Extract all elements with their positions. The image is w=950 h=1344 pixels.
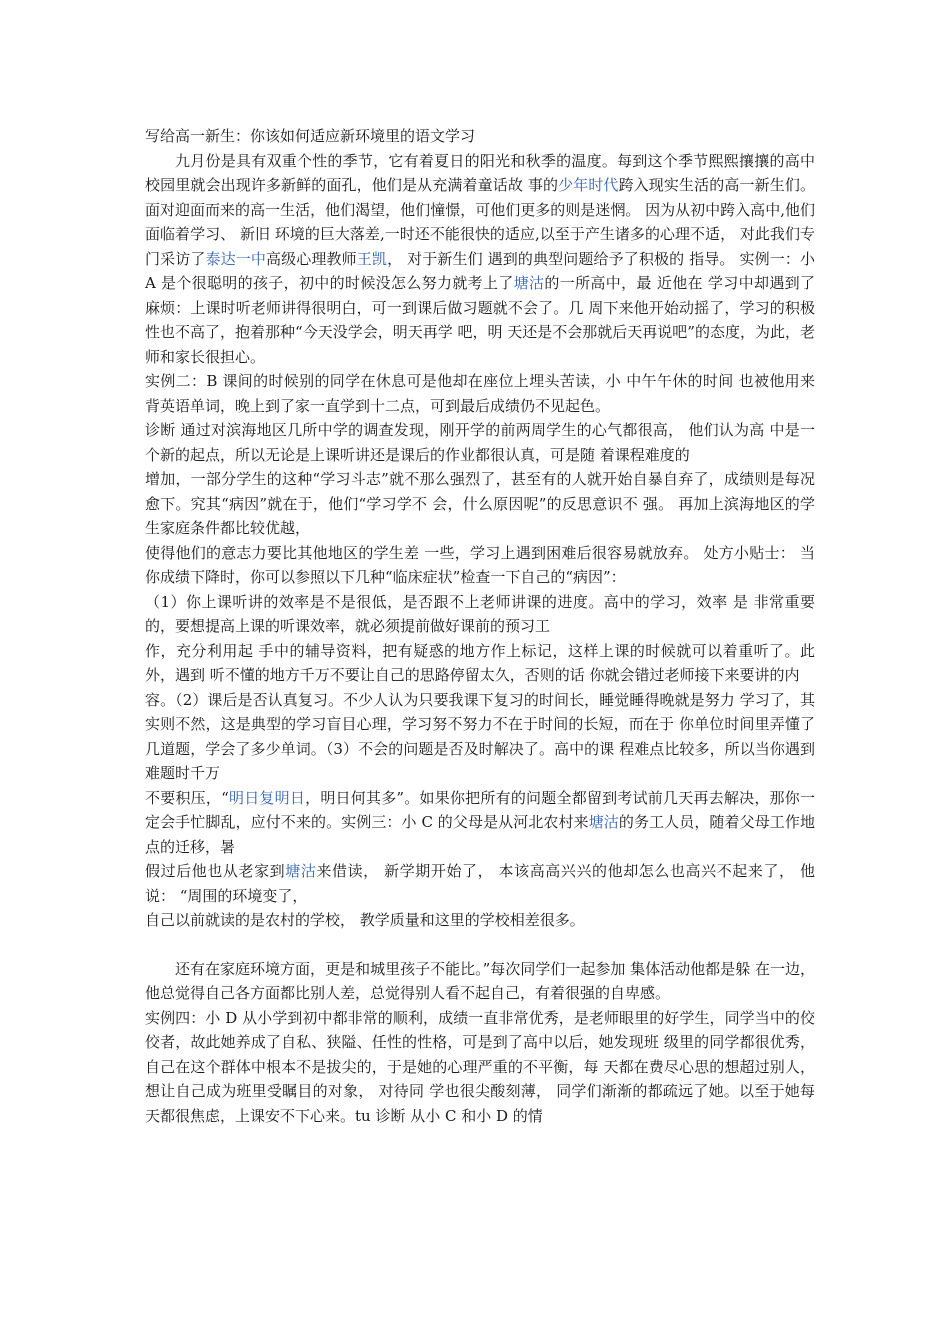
paragraph-p5 bbox=[145, 541, 815, 590]
paragraph-text: ， 对于新生们 遇到的典型问题给予了积极的 指导。 实例一：小 A 是个很聪明的孩子，初中的时候没怎么努力就考上了 bbox=[145, 249, 815, 292]
paragraph-text: 使得他们的意志力要比其他地区的学生差 一些，学习上遇到困难后很容易就放弃。 处方小贴士： 当你成绩下降时，你可以参照以下几种“临床症状”检查一下自己的“病因”： bbox=[145, 543, 815, 586]
paragraph-text: 诊断 通过对滨海地区几所中学的调查发现，刚开学的前两周学生的心气都很高， 他们认为高 中是一个新的起点，所以无论是上课听讲还是课后的作业都很认真，可是随 着课程难度的 bbox=[145, 421, 815, 464]
hyperlink[interactable]: 王凯 bbox=[356, 249, 388, 268]
paragraph-text: 作，充分利用起 手中的辅导资料，把有疑惑的地方作上标记，这样上课的时候就可以着重听了。此外，遇到 听不懂的地方千万不要让自己的思路停留太久，否则的话 你就会错过老师接下来要讲的内 bbox=[145, 641, 815, 684]
paragraph-p6 bbox=[145, 590, 815, 639]
paragraph-p3 bbox=[145, 418, 815, 467]
paragraph-text: 的一所高中，最 近他在 学习中却遇到了麻烦：上课时听老师讲得很明白，可一到课后做习题就不会了。几 周下来他开始动摇了，学习的积极性也不高了，抱着那种“今天没学会，明天再学 吧，明 天还是不会那就后天再说吧”的态度，为此，老师和家长很担心。 bbox=[145, 274, 815, 366]
paragraph-text: 的务工人员，随着父母工作地点的迁移，暑 bbox=[145, 813, 815, 856]
paragraph-text: 自己以前就读的是农村的学校， 教学质量和这里的学校相差很多。 bbox=[145, 911, 585, 929]
paragraph-p11 bbox=[145, 908, 815, 933]
paragraph-p9 bbox=[145, 786, 815, 860]
paragraph-p10 bbox=[145, 859, 815, 908]
paragraph-text: 实例四：小 D 从小学到初中都非常的顺利，成绩一直非常优秀，是老师眼里的好学生，同学当中的佼佼者，故此她养成了自私、狭隘、任性的性格，可是到了高中以后，她发现班 级里的同学都很优秀，自己在这个群体中根本不是拔尖的，于是她的心理严重的不平衡，每 天都在费尽心思的想超过别人， 想让自己成为班里受瞩目的对象， 对待同 学也很尖酸刻薄， 同学们渐渐的都疏远了她。以至于她每天都很焦虑，上课安不下心来。tu 诊断 从小 C 和小 D 的情 bbox=[145, 1008, 815, 1125]
paragraph-p8 bbox=[145, 688, 815, 786]
paragraph-text: 增加，一部分学生的这种“学习斗志”就不那么强烈了，甚至有的人就开始自暴自弃了，成绩则是每况愈下。究其“病因”就在于，他们“学习学不 会，什么原因呢”的反思意识不 强。 再加上滨海地区的学生家庭条件都比较优越， bbox=[145, 470, 815, 537]
article-body bbox=[145, 124, 815, 1128]
article-paragraphs bbox=[145, 149, 815, 1129]
hyperlink[interactable]: 明日复明日 bbox=[228, 788, 306, 807]
paragraph-text: 来借读， 新学期开始了， 本该高高兴兴的他却怎么也高兴不起来了， 他说： “周围的环境变了， bbox=[145, 862, 815, 905]
paragraph-text: 跨入现实生活的高一新生们。面对迎面而来的高一生活，他们渴望，他们憧憬，可他们更多的则是迷惘。 因为从初中跨入高中,他们面临着学习、 新旧 环境的巨大落差,一时还不能很快的适应,以至于产生诸多的心理不适， 对此我们专门采访了 bbox=[145, 176, 815, 268]
paragraph-p7 bbox=[145, 639, 815, 688]
paragraph-text: 不要积压，“ bbox=[145, 788, 229, 807]
hyperlink[interactable]: 塘沽 bbox=[588, 813, 619, 831]
hyperlink[interactable]: 少年时代 bbox=[558, 176, 619, 194]
hyperlink[interactable]: 泰达一中 bbox=[205, 249, 267, 268]
paragraph-p1 bbox=[145, 149, 815, 370]
paragraph-text: 九月份是具有双重个性的季节，它有着夏日的阳光和秋季的温度。每到这个季节熙熙攘攘的高中校园里就会出现许多新鲜的面孔，他们是从充满着童话故 事的 bbox=[145, 151, 815, 194]
paragraph-p13 bbox=[145, 1006, 815, 1129]
paragraph-text: 实例二：B 课间的时候别的同学在休息可是他却在座位上埋头苦读，小 中午午休的时间 也被他用来背英语单词，晚上到了家一直学到十二点，可到最后成绩仍不见起色。 bbox=[145, 372, 815, 415]
hyperlink[interactable]: 塘沽 bbox=[285, 862, 317, 880]
paragraph-text: 高级心理教师 bbox=[266, 249, 357, 268]
paragraph-text: 还有在家庭环境方面，更是和城里孩子不能比。”每次同学们一起参加 集体活动他都是躲 在一边，他总觉得自己各方面都比别人差，总觉得别人看不起自己，有着很强的自卑感。 bbox=[145, 959, 815, 1002]
hyperlink[interactable]: 塘沽 bbox=[513, 274, 545, 292]
paragraph-text: 容。（2）课后是否认真复习。不少人认为只要我课下复习的时间长，睡觉睡得晚就是努力 学习了，其实则不然，这是典型的学习盲目心理，学习努不努力不在于时间的长短，而在于 你单位时间里弄懂了几道题，学会了多少单词。（3）不会的问题是否及时解决了。高中的课 程难点比较多，所以当你遇到难题时千万 bbox=[145, 690, 815, 782]
paragraph-text: ，明日何其多”。如果你把所有的问题全都留到考试前几天再去解决，那你一定会手忙脚乱，应付不来的。实例三：小 C 的父母是从河北农村来 bbox=[145, 788, 815, 831]
paragraph-text: 假过后他也从老家到 bbox=[145, 862, 286, 880]
paragraph-p12 bbox=[145, 957, 815, 1006]
paragraph-p4 bbox=[145, 467, 815, 541]
article-title: 写给高一新生：你该如何适应新环境里的语文学习 bbox=[145, 127, 476, 145]
paragraph-p2 bbox=[145, 369, 815, 418]
paragraph-text: （1）你上课听讲的效率是不是很低，是否跟不上老师讲课的进度。高中的学习，效率 是 非常重要的，要想提高上课的听课效率，就必须提前做好课前的预习工 bbox=[145, 592, 815, 635]
